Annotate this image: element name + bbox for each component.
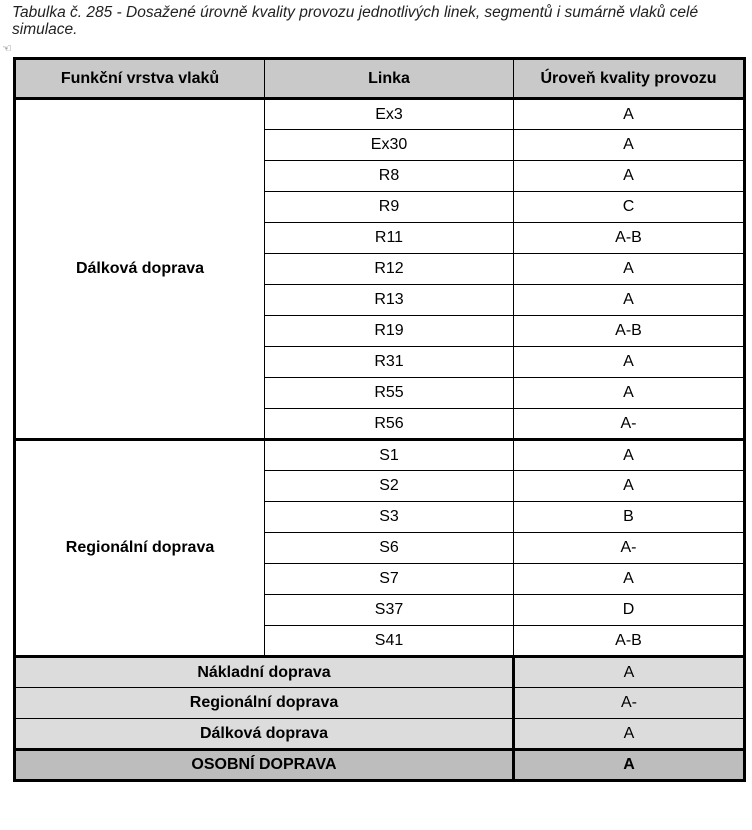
header-line: Linka (265, 59, 514, 99)
header-quality: Úroveň kvality provozu (514, 59, 745, 99)
line-cell: Ex30 (265, 130, 514, 161)
group-label: Regionální doprava (15, 440, 265, 657)
summary-row (15, 719, 745, 750)
quality-cell: A (514, 99, 745, 130)
quality-cell: A (514, 130, 745, 161)
summary-label: Nákladní doprava (15, 657, 514, 688)
line-cell: R55 (265, 378, 514, 409)
total-row (15, 750, 745, 781)
line-cell: R19 (265, 316, 514, 347)
quality-cell: A- (514, 533, 745, 564)
group-label: Dálková doprava (15, 99, 265, 440)
quality-cell: D (514, 595, 745, 626)
quality-cell: A- (514, 409, 745, 440)
line-cell: R31 (265, 347, 514, 378)
total-label: OSOBNÍ DOPRAVA (15, 750, 514, 781)
quality-cell: A (514, 564, 745, 595)
summary-quality: A (514, 719, 745, 750)
quality-cell: A-B (514, 223, 745, 254)
quality-cell: A (514, 440, 745, 471)
line-cell: S37 (265, 595, 514, 626)
line-cell: S2 (265, 471, 514, 502)
quality-cell: A (514, 378, 745, 409)
header-layer: Funkční vrstva vlaků (15, 59, 265, 99)
line-cell: S6 (265, 533, 514, 564)
quality-cell: A (514, 471, 745, 502)
summary-label: Regionální doprava (15, 688, 514, 719)
line-cell: Ex3 (265, 99, 514, 130)
total-quality: A (514, 750, 745, 781)
header-row (15, 59, 745, 99)
line-cell: R56 (265, 409, 514, 440)
line-cell: R11 (265, 223, 514, 254)
quality-cell: A-B (514, 626, 745, 657)
table-body (15, 99, 745, 781)
line-cell: R12 (265, 254, 514, 285)
quality-table (13, 57, 746, 782)
summary-row (15, 657, 745, 688)
cursor-icon: ☜ (2, 43, 12, 55)
quality-cell: B (514, 502, 745, 533)
line-cell: R9 (265, 192, 514, 223)
table-row (15, 440, 745, 471)
line-cell: S7 (265, 564, 514, 595)
quality-cell: C (514, 192, 745, 223)
quality-cell: A-B (514, 316, 745, 347)
quality-cell: A (514, 285, 745, 316)
line-cell: S41 (265, 626, 514, 657)
summary-label: Dálková doprava (15, 719, 514, 750)
summary-quality: A (514, 657, 745, 688)
table-row (15, 99, 745, 130)
summary-quality: A- (514, 688, 745, 719)
quality-cell: A (514, 347, 745, 378)
line-cell: R8 (265, 161, 514, 192)
line-cell: R13 (265, 285, 514, 316)
summary-row (15, 688, 745, 719)
quality-cell: A (514, 161, 745, 192)
table-caption: Tabulka č. 285 - Dosažené úrovně kvality provozu jednotlivých linek, segmentů i sumárně vlaků celé simulace. (12, 4, 699, 38)
line-cell: S3 (265, 502, 514, 533)
quality-cell: A (514, 254, 745, 285)
line-cell: S1 (265, 440, 514, 471)
